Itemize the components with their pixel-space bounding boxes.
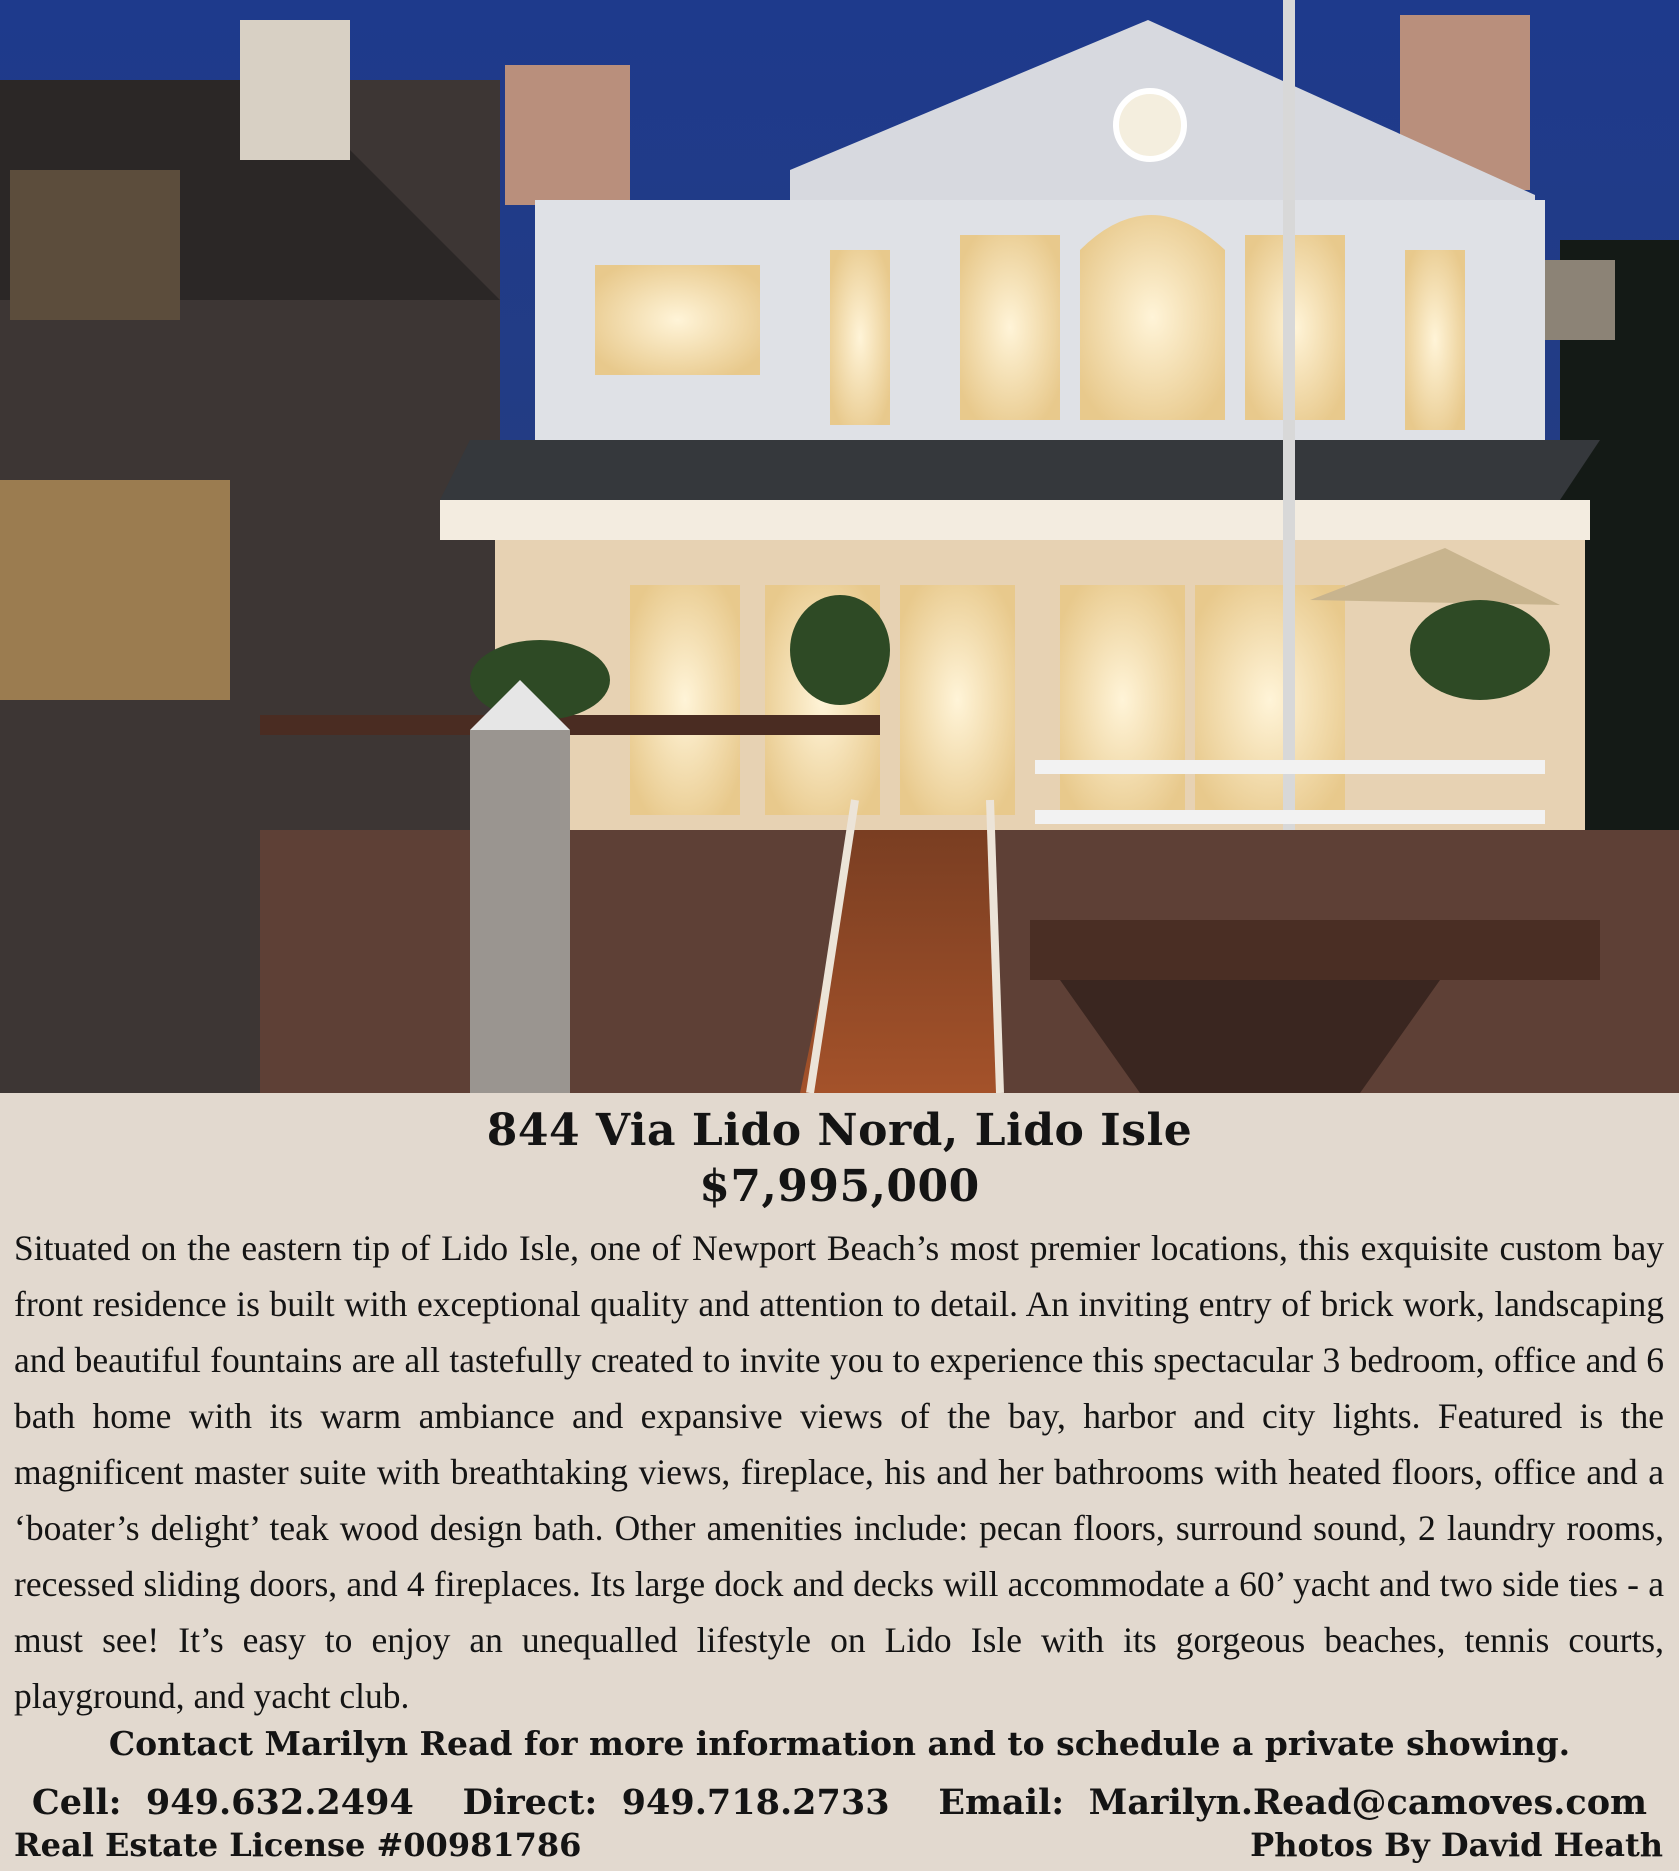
contact-call-to-action: Contact Marilyn Read for more information and to schedule a private showing. <box>108 1724 1571 1763</box>
property-description: Situated on the eastern tip of Lido Isle, one of Newport Beach’s most premier locations, this exquisite custom bay front residence is built with exceptional quality and attention to detail. An inviting entry of brick work, landscaping and beautiful fountains are all tastefully created to invite you to experience this spectacular 3 bedroom, office and 6 bath home with its warm ambiance and expansive views of the bay, harbor and city lights. Featured is the magnificent master suite with breathtaking views, fireplace, his and her bathrooms with heated floors, office and a ‘boater’s delight’ teak wood design bath. Other amenities include: pecan floors, surround sound, 2 laundry rooms, recessed sliding doors, and 4 fireplaces. Its large dock and decks will accommodate a 60’ yacht and two side ties - a must see! It’s easy to enjoy an unequalled lifestyle on Lido Isle with its gorgeous beaches, tennis courts, playground, and yacht club. <box>14 1228 1664 1716</box>
contact-details-line: Cell: 949.632.2494 Direct: 949.718.2733 Email: Marilyn.Read@camoves.com <box>31 1782 1648 1823</box>
license-number: Real Estate License #00981786 <box>14 1826 582 1864</box>
property-address: 844 Via Lido Nord, Lido Isle <box>486 1105 1193 1156</box>
property-price: $7,995,000 <box>699 1161 980 1212</box>
photo-credit: Photos By David Heath <box>1250 1826 1663 1864</box>
